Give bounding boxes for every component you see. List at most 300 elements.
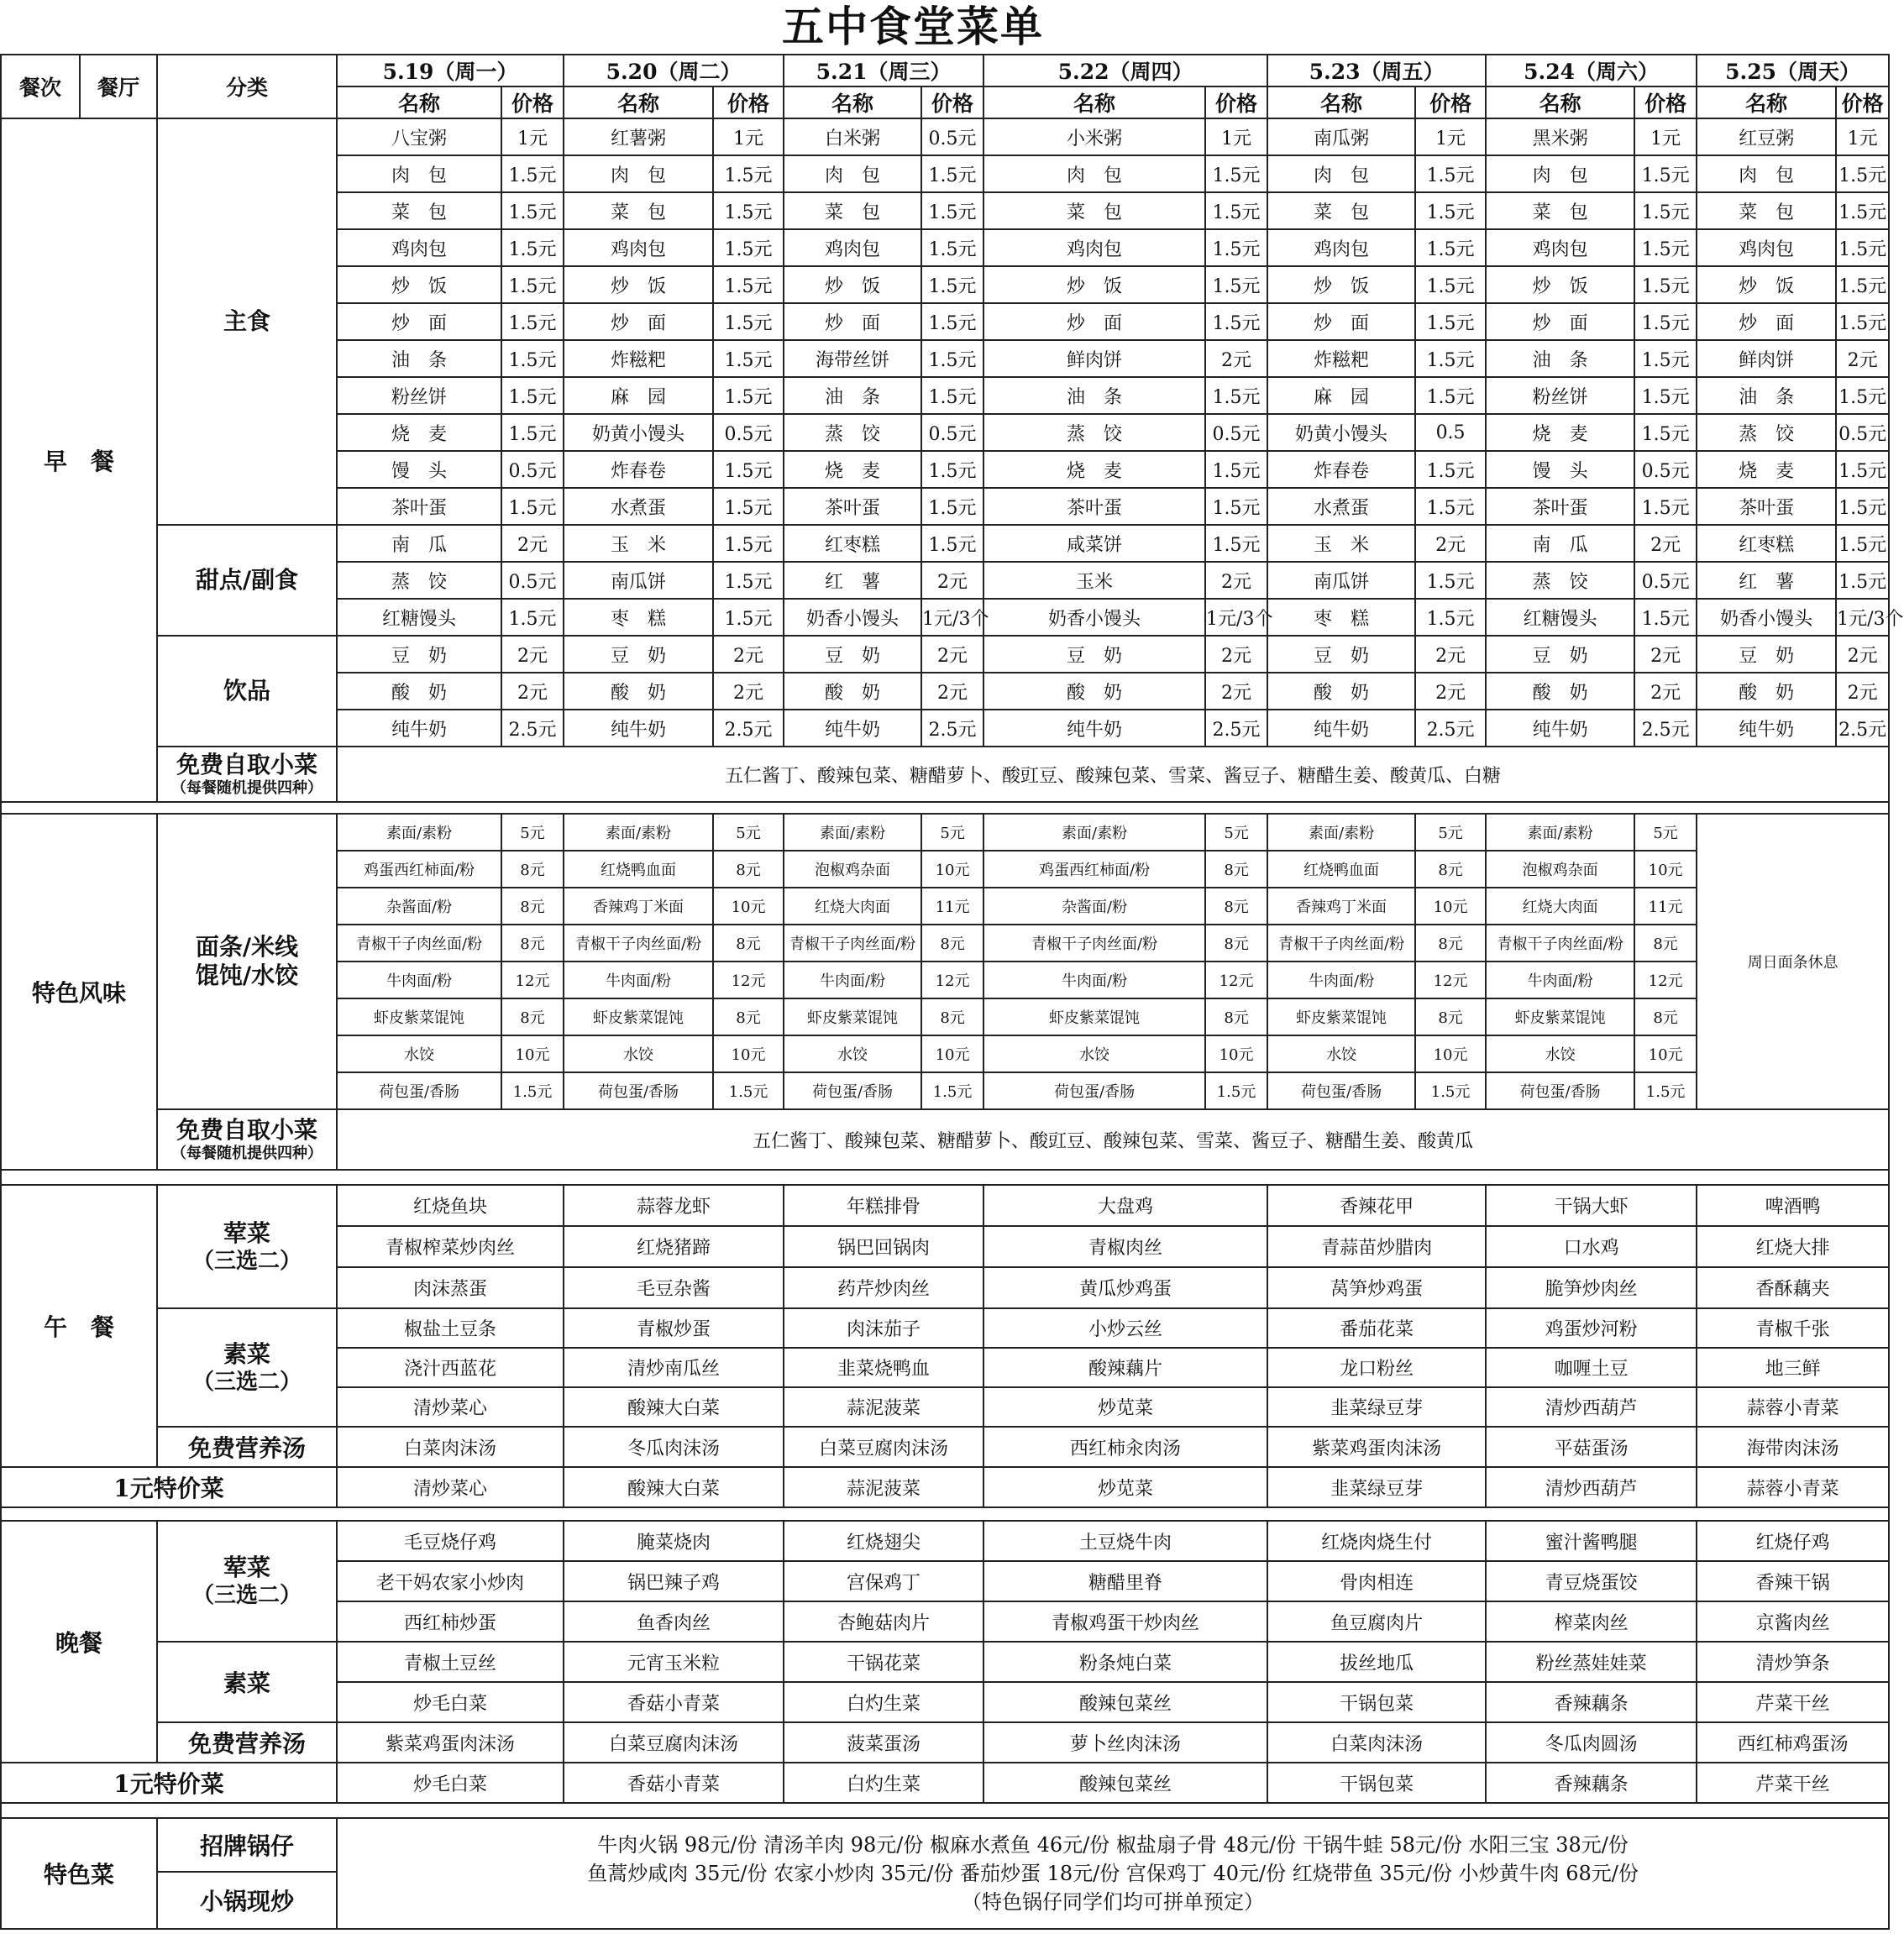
special-dish: 香菇小青菜 <box>564 1763 784 1803</box>
price-header: 价格 <box>1415 86 1486 118</box>
dish-price: 1.5元 <box>1415 192 1486 229</box>
dish: 锅巴辣子鸡 <box>564 1561 784 1601</box>
dish-name: 豆 奶 <box>983 636 1205 673</box>
dish: 年糕排骨 <box>784 1185 983 1226</box>
dish-name: 豆 奶 <box>1486 636 1634 673</box>
dish: 地三鲜 <box>1697 1348 1889 1387</box>
soup-dish: 白菜肉沫汤 <box>337 1427 564 1467</box>
meat-sub: （三选二） <box>191 1248 302 1274</box>
dish: 蜜汁酱鸭腿 <box>1486 1521 1697 1561</box>
special-dish: 酸辣包菜丝 <box>983 1763 1267 1803</box>
dish-price: 1.5元 <box>713 451 784 488</box>
day-header: 5.20（周二） <box>564 55 784 86</box>
name-header: 名称 <box>337 86 501 118</box>
name-header: 名称 <box>983 86 1205 118</box>
header-restaurant: 餐厅 <box>80 55 157 118</box>
dish: 青椒炒蛋 <box>564 1308 784 1348</box>
dish-price: 2元 <box>1415 673 1486 710</box>
section-gap <box>1 1170 1889 1185</box>
dish: 元宵玉米粒 <box>564 1642 784 1682</box>
noodle-name: 泡椒鸡杂面 <box>1486 851 1634 888</box>
dish-name: 肉 包 <box>784 155 921 192</box>
featured-cat-wok: 小锅现炒 <box>157 1872 337 1929</box>
noodle-price: 8元 <box>1415 998 1486 1035</box>
dish-name: 油 条 <box>1697 377 1836 414</box>
noodle-name: 荷包蛋/香肠 <box>983 1072 1205 1109</box>
day-header: 5.21（周三） <box>784 55 983 86</box>
dish-name: 红糖馒头 <box>337 599 501 636</box>
name-header: 名称 <box>564 86 713 118</box>
noodle-name: 荷包蛋/香肠 <box>1486 1072 1634 1109</box>
dish: 青蒜苗炒腊肉 <box>1267 1226 1486 1267</box>
noodle-name: 荷包蛋/香肠 <box>337 1072 501 1109</box>
dish-name: 鸡肉包 <box>983 229 1205 266</box>
dish-name: 茶叶蛋 <box>1486 488 1634 525</box>
noodle-name: 青椒干子肉丝面/粉 <box>1267 925 1415 962</box>
noodle-price: 8元 <box>1415 851 1486 888</box>
dish-name: 枣 糕 <box>1267 599 1415 636</box>
dish: 青椒肉丝 <box>983 1226 1267 1267</box>
dish: 清炒菜心 <box>337 1387 564 1427</box>
dish-price: 2.5元 <box>1205 710 1267 747</box>
noodle-price: 10元 <box>1634 1035 1697 1072</box>
section-gap <box>1 1803 1889 1818</box>
noodle-name: 虾皮紫菜馄饨 <box>784 998 921 1035</box>
dish-price: 1.5元 <box>713 266 784 303</box>
dish-price: 1.5元 <box>1205 155 1267 192</box>
dish: 酸辣大白菜 <box>564 1387 784 1427</box>
noodle-name: 虾皮紫菜馄饨 <box>1486 998 1634 1035</box>
dish-price: 0.5元 <box>1634 451 1697 488</box>
noodle-price: 8元 <box>1634 998 1697 1035</box>
dish-price: 0.5元 <box>501 451 564 488</box>
noodle-price: 1.5元 <box>1415 1072 1486 1109</box>
dish: 肉沫蒸蛋 <box>337 1267 564 1308</box>
dish: 青椒榨菜炒肉丝 <box>337 1226 564 1267</box>
soup-dish: 白菜豆腐肉沫汤 <box>564 1722 784 1763</box>
dish-price: 1元 <box>1836 118 1889 155</box>
dish-name: 红 薯 <box>784 562 921 599</box>
dish-price: 0.5元 <box>921 118 983 155</box>
dish-name: 红豆粥 <box>1697 118 1836 155</box>
dish: 黄瓜炒鸡蛋 <box>983 1267 1267 1308</box>
noodle-name: 水饺 <box>784 1035 921 1072</box>
soup-dish: 冬瓜肉圆汤 <box>1486 1722 1697 1763</box>
noodle-price: 8元 <box>1205 851 1267 888</box>
veg-sub: （三选二） <box>191 1369 302 1395</box>
special-dish: 炒苋菜 <box>983 1467 1267 1507</box>
category-label: 甜点/副食 <box>157 525 337 636</box>
special-dish: 酸辣大白菜 <box>564 1467 784 1507</box>
dish-price: 0.5元 <box>1634 562 1697 599</box>
noodle-name: 水饺 <box>337 1035 501 1072</box>
noodle-price: 12元 <box>1205 962 1267 998</box>
noodle-price: 8元 <box>1415 925 1486 962</box>
noodle-name: 青椒干子肉丝面/粉 <box>784 925 921 962</box>
special-dish: 韭菜绿豆芽 <box>1267 1467 1486 1507</box>
noodle-name: 素面/素粉 <box>983 814 1205 851</box>
dish-name: 麻 园 <box>564 377 713 414</box>
dish-name: 炒 面 <box>1486 303 1634 340</box>
dish: 鸡蛋炒河粉 <box>1486 1308 1697 1348</box>
noodle-price: 8元 <box>501 925 564 962</box>
dish: 韭菜烧鸭血 <box>784 1348 983 1387</box>
dish-name: 鸡肉包 <box>1486 229 1634 266</box>
dish-price: 1.5元 <box>1836 229 1889 266</box>
dish: 西红柿炒蛋 <box>337 1601 564 1642</box>
noodle-name: 荷包蛋/香肠 <box>564 1072 713 1109</box>
dish-name: 炒 面 <box>564 303 713 340</box>
dish: 脆笋炒肉丝 <box>1486 1267 1697 1308</box>
dish-price: 0.5元 <box>921 414 983 451</box>
section-gap <box>1 802 1889 814</box>
dish: 毛豆烧仔鸡 <box>337 1521 564 1561</box>
dish-price: 2元 <box>921 673 983 710</box>
dish-name: 豆 奶 <box>1267 636 1415 673</box>
noodle-price: 8元 <box>501 851 564 888</box>
dish-price: 1.5元 <box>1415 266 1486 303</box>
soup-dish: 平菇蛋汤 <box>1486 1427 1697 1467</box>
dish-price: 2元 <box>1205 636 1267 673</box>
soup-dish: 海带肉沫汤 <box>1697 1427 1889 1467</box>
dish-price: 1.5元 <box>713 340 784 377</box>
dish-price: 1.5元 <box>1415 599 1486 636</box>
noodle-price: 5元 <box>1634 814 1697 851</box>
dish-price: 2元 <box>1836 673 1889 710</box>
noodle-price: 1.5元 <box>1205 1072 1267 1109</box>
dish-name: 炒 饭 <box>1486 266 1634 303</box>
soup-dish: 西红柿汆肉汤 <box>983 1427 1267 1467</box>
noodle-name: 水饺 <box>564 1035 713 1072</box>
dish-price: 1.5元 <box>1205 525 1267 562</box>
dish-price: 1元 <box>1415 118 1486 155</box>
noodle-price: 10元 <box>1415 888 1486 925</box>
noodle-name: 素面/素粉 <box>1486 814 1634 851</box>
soup-dish: 紫菜鸡蛋肉沫汤 <box>1267 1427 1486 1467</box>
noodle-name: 牛肉面/粉 <box>1267 962 1415 998</box>
dish-price: 1.5元 <box>1205 229 1267 266</box>
dish-name: 红枣糕 <box>784 525 921 562</box>
dish: 青豆烧蛋饺 <box>1486 1561 1697 1601</box>
featured-line-1: 牛肉火锅 98元/份 清汤羊肉 98元/份 椒麻水煮鱼 46元/份 椒盐扇子骨 48元/份 干锅牛蛙 58元/份 水阳三宝 38元/份 <box>597 1833 1629 1857</box>
name-header: 名称 <box>1486 86 1634 118</box>
dish: 椒盐土豆条 <box>337 1308 564 1348</box>
dish-name: 炒 面 <box>337 303 501 340</box>
dish-price: 1.5元 <box>713 525 784 562</box>
header-meal: 餐次 <box>1 55 80 118</box>
dish-name: 黑米粥 <box>1486 118 1634 155</box>
dish-price: 1.5元 <box>921 266 983 303</box>
dish-name: 酸 奶 <box>1697 673 1836 710</box>
dish-name: 炒 饭 <box>1267 266 1415 303</box>
dish-price: 0.5元 <box>1205 414 1267 451</box>
dish-name: 炒 饭 <box>564 266 713 303</box>
dish-price: 2.5元 <box>1836 710 1889 747</box>
dish-price: 2元 <box>1205 562 1267 599</box>
dish-price: 1.5元 <box>921 192 983 229</box>
noodle-price: 10元 <box>713 888 784 925</box>
dish-price: 1.5元 <box>1415 340 1486 377</box>
dish: 咖喱土豆 <box>1486 1348 1697 1387</box>
dish-price: 1.5元 <box>713 303 784 340</box>
dish: 口水鸡 <box>1486 1226 1697 1267</box>
dish-name: 炒 饭 <box>1697 266 1836 303</box>
special-dish: 蒜蓉小青菜 <box>1697 1467 1889 1507</box>
dish-price: 2元 <box>1415 636 1486 673</box>
special-label: 1元特价菜 <box>1 1467 337 1507</box>
dish-price: 1.5元 <box>713 488 784 525</box>
dish: 香菇小青菜 <box>564 1682 784 1722</box>
noodle-name: 虾皮紫菜馄饨 <box>564 998 713 1035</box>
menu-title: 五中食堂菜单 <box>782 2 1044 51</box>
noodle-price: 5元 <box>1415 814 1486 851</box>
dish-price: 0.5 <box>1415 414 1486 451</box>
dish-name: 炒 面 <box>784 303 921 340</box>
dish: 韭菜绿豆芽 <box>1267 1387 1486 1427</box>
price-header: 价格 <box>501 86 564 118</box>
price-header: 价格 <box>1634 86 1697 118</box>
dish-name: 南瓜饼 <box>564 562 713 599</box>
dish-name: 鸡肉包 <box>784 229 921 266</box>
dish-price: 1.5元 <box>501 155 564 192</box>
noodle-name: 素面/素粉 <box>784 814 921 851</box>
category-label: 饮品 <box>157 636 337 747</box>
dish-price: 1.5元 <box>921 340 983 377</box>
noodle-price: 8元 <box>1205 925 1267 962</box>
dish-price: 2元 <box>1836 340 1889 377</box>
dish-name: 粉丝饼 <box>337 377 501 414</box>
dish-price: 1.5元 <box>1205 266 1267 303</box>
dish-price: 2元 <box>1205 673 1267 710</box>
special-dish: 清炒西葫芦 <box>1486 1467 1697 1507</box>
noodle-price: 1.5元 <box>501 1072 564 1109</box>
dish-name: 炒 饭 <box>983 266 1205 303</box>
dish-price: 1.5元 <box>1836 303 1889 340</box>
dish: 红烧翅尖 <box>784 1521 983 1561</box>
dish: 芹菜干丝 <box>1697 1682 1889 1722</box>
noodle-name: 牛肉面/粉 <box>1486 962 1634 998</box>
dish: 清炒西葫芦 <box>1486 1387 1697 1427</box>
dish-price: 1元/3个 <box>1205 599 1267 636</box>
soup-dish: 萝卜丝肉沫汤 <box>983 1722 1267 1763</box>
free-sides-note: （每餐随机提供四种） <box>171 1145 323 1162</box>
meat-title: 荤菜 <box>223 1218 270 1247</box>
dish-price: 1.5元 <box>1634 266 1697 303</box>
dish-price: 1.5元 <box>1836 525 1889 562</box>
noodle-price: 10元 <box>501 1035 564 1072</box>
dish-name: 奶香小馒头 <box>983 599 1205 636</box>
dish: 鱼豆腐肉片 <box>1267 1601 1486 1642</box>
dish: 毛豆杂酱 <box>564 1267 784 1308</box>
dish-name: 菜 包 <box>337 192 501 229</box>
dish-name: 豆 奶 <box>564 636 713 673</box>
dish-name: 炒 饭 <box>784 266 921 303</box>
dish-name: 油 条 <box>784 377 921 414</box>
noodle-name: 香辣鸡丁米面 <box>564 888 713 925</box>
price-header: 价格 <box>921 86 983 118</box>
noodle-name: 泡椒鸡杂面 <box>784 851 921 888</box>
soup-dish: 紫菜鸡蛋肉沫汤 <box>337 1722 564 1763</box>
dish-name: 枣 糕 <box>564 599 713 636</box>
dish-name: 鲜肉饼 <box>983 340 1205 377</box>
dish-name: 纯牛奶 <box>784 710 921 747</box>
breakfast-label: 早 餐 <box>1 118 157 802</box>
dish-name: 玉 米 <box>1267 525 1415 562</box>
soup-label: 免费营养汤 <box>157 1722 337 1763</box>
noodle-name: 杂酱面/粉 <box>337 888 501 925</box>
dish: 青椒土豆丝 <box>337 1642 564 1682</box>
noodle-price: 8元 <box>1205 998 1267 1035</box>
dish: 干锅花菜 <box>784 1642 983 1682</box>
dish-name: 奶黄小馒头 <box>564 414 713 451</box>
dish: 炒苋菜 <box>983 1387 1267 1427</box>
special-dish: 干锅包菜 <box>1267 1763 1486 1803</box>
dish-price: 0.5元 <box>1836 414 1889 451</box>
dish-price: 1.5元 <box>1634 488 1697 525</box>
dish-price: 2.5元 <box>713 710 784 747</box>
dish-price: 1.5元 <box>1836 562 1889 599</box>
dish-price: 1元 <box>713 118 784 155</box>
featured-line-3: （特色锅仔同学们均可拼单预定） <box>962 1890 1265 1914</box>
dish: 宫保鸡丁 <box>784 1561 983 1601</box>
dish-price: 2元 <box>713 673 784 710</box>
dish-name: 酸 奶 <box>983 673 1205 710</box>
dish-name: 鸡肉包 <box>1267 229 1415 266</box>
dish: 白灼生菜 <box>784 1682 983 1722</box>
dish-name: 酸 奶 <box>784 673 921 710</box>
noodle-name: 青椒干子肉丝面/粉 <box>983 925 1205 962</box>
noodle-price: 10元 <box>1634 851 1697 888</box>
noodle-name: 红烧大肉面 <box>784 888 921 925</box>
dish: 粉丝蒸娃娃菜 <box>1486 1642 1697 1682</box>
dish-price: 1.5元 <box>713 155 784 192</box>
dish-name: 红枣糕 <box>1697 525 1836 562</box>
noodle-name: 水饺 <box>1486 1035 1634 1072</box>
dish-price: 2元 <box>1634 673 1697 710</box>
noodle-cat-1: 面条/米线 <box>195 933 299 961</box>
dish-price: 1.5元 <box>1205 488 1267 525</box>
free-sides-list: 五仁酱丁、酸辣包菜、糖醋萝卜、酸豇豆、酸辣包菜、雪菜、酱豆子、糖醋生姜、酸黄瓜、白糖 <box>337 747 1889 802</box>
free-sides-title: 免费自取小菜 <box>176 751 317 778</box>
special-dish: 蒜泥菠菜 <box>784 1467 983 1507</box>
noodle-price: 8元 <box>1205 888 1267 925</box>
dish-price: 1.5元 <box>501 377 564 414</box>
dish-name: 鸡肉包 <box>337 229 501 266</box>
dish-name: 菜 包 <box>1267 192 1415 229</box>
dish-price: 1.5元 <box>1634 414 1697 451</box>
soup-dish: 西红柿鸡蛋汤 <box>1697 1722 1889 1763</box>
day-header: 5.22（周四） <box>983 55 1267 86</box>
dish-name: 烧 麦 <box>337 414 501 451</box>
dish-name: 鲜肉饼 <box>1697 340 1836 377</box>
dish-name: 菜 包 <box>1486 192 1634 229</box>
meat-title: 荤菜 <box>223 1554 270 1581</box>
dish-name: 纯牛奶 <box>564 710 713 747</box>
noodle-name: 素面/素粉 <box>564 814 713 851</box>
dish-name: 玉米 <box>983 562 1205 599</box>
dish: 肉沫茄子 <box>784 1308 983 1348</box>
dish-name: 鸡肉包 <box>1697 229 1836 266</box>
dish-price: 1.5元 <box>921 155 983 192</box>
dish-name: 纯牛奶 <box>337 710 501 747</box>
free-sides-note: （每餐随机提供四种） <box>171 779 323 797</box>
noodle-name: 牛肉面/粉 <box>784 962 921 998</box>
dish-name: 炒 面 <box>1267 303 1415 340</box>
dish: 清炒南瓜丝 <box>564 1348 784 1387</box>
dish: 青椒千张 <box>1697 1308 1889 1348</box>
dish-name: 纯牛奶 <box>1267 710 1415 747</box>
dish-price: 2元 <box>501 525 564 562</box>
dish-name: 菜 包 <box>1697 192 1836 229</box>
dish: 杏鲍菇肉片 <box>784 1601 983 1642</box>
dish-name: 肉 包 <box>337 155 501 192</box>
noodle-price: 10元 <box>921 1035 983 1072</box>
special-dish: 炒毛白菜 <box>337 1763 564 1803</box>
featured-label: 特色菜 <box>1 1818 157 1929</box>
dish-price: 1.5元 <box>501 488 564 525</box>
dish-name: 茶叶蛋 <box>784 488 921 525</box>
dish-name: 酸 奶 <box>1267 673 1415 710</box>
dish-name: 油 条 <box>983 377 1205 414</box>
dish-name: 茶叶蛋 <box>1697 488 1836 525</box>
noodle-price: 8元 <box>713 925 784 962</box>
dish-name: 南瓜粥 <box>1267 118 1415 155</box>
dish-price: 1.5元 <box>1634 229 1697 266</box>
dish-name: 菜 包 <box>983 192 1205 229</box>
dish-price: 1元/3个 <box>921 599 983 636</box>
dish-price: 1.5元 <box>921 451 983 488</box>
dish-name: 蒸 饺 <box>1697 414 1836 451</box>
noodle-name: 杂酱面/粉 <box>983 888 1205 925</box>
dish-name: 炸春卷 <box>564 451 713 488</box>
dish-price: 1.5元 <box>921 377 983 414</box>
dish: 蒜泥菠菜 <box>784 1387 983 1427</box>
noodle-name: 鸡蛋西红柿面/粉 <box>337 851 501 888</box>
soup-label: 免费营养汤 <box>157 1427 337 1467</box>
dish-price: 1.5元 <box>921 303 983 340</box>
price-header: 价格 <box>713 86 784 118</box>
dish: 炒毛白菜 <box>337 1682 564 1722</box>
dish-name: 奶黄小馒头 <box>1267 414 1415 451</box>
dish: 红烧猪蹄 <box>564 1226 784 1267</box>
featured-cat-pot: 招牌锅仔 <box>157 1818 337 1872</box>
dish-name: 鸡肉包 <box>564 229 713 266</box>
veg-title: 素菜 <box>223 1339 270 1368</box>
noodle-price: 11元 <box>1634 888 1697 925</box>
noodle-price: 12元 <box>713 962 784 998</box>
noodle-price: 5元 <box>713 814 784 851</box>
dish-name: 肉 包 <box>1267 155 1415 192</box>
featured-list <box>337 1818 1889 1929</box>
noodle-price: 10元 <box>1205 1035 1267 1072</box>
dish-price: 2元 <box>1634 636 1697 673</box>
soup-dish: 白菜豆腐肉沫汤 <box>784 1427 983 1467</box>
noodle-name: 牛肉面/粉 <box>564 962 713 998</box>
section-gap <box>1 1507 1889 1521</box>
dish-name: 蒸 饺 <box>784 414 921 451</box>
dish-name: 馒 头 <box>337 451 501 488</box>
dinner-veg-category: 素菜 <box>157 1642 337 1722</box>
noodle-name: 香辣鸡丁米面 <box>1267 888 1415 925</box>
dish: 大盘鸡 <box>983 1185 1267 1226</box>
dish-price: 1.5元 <box>1415 488 1486 525</box>
free-sides-label <box>157 747 337 802</box>
dish-price: 2元 <box>1836 636 1889 673</box>
noodle-price: 8元 <box>1634 925 1697 962</box>
dish: 香辣藕条 <box>1486 1682 1697 1722</box>
dish-name: 粉丝饼 <box>1486 377 1634 414</box>
dish-price: 1元 <box>501 118 564 155</box>
